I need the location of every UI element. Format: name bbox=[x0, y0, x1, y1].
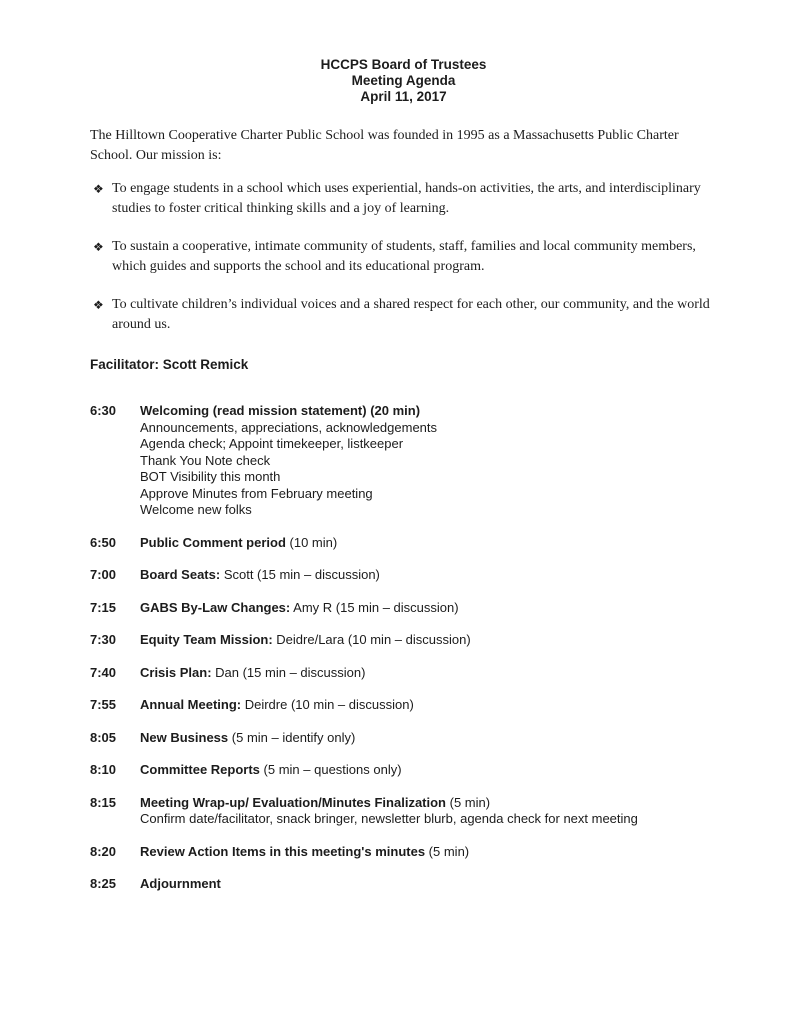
agenda-title: Review Action Items in this meeting's minutes bbox=[140, 843, 426, 859]
agenda-subline: Confirm date/facilitator, snack bringer, newsletter blurb, agenda check for next meeting bbox=[140, 811, 638, 826]
agenda-title: GABS By-Law Changes: bbox=[140, 599, 291, 615]
agenda-detail: (5 min – identify only) bbox=[228, 729, 356, 745]
agenda-body bbox=[140, 665, 717, 682]
agenda-body bbox=[140, 762, 717, 779]
agenda-time: 8:20 bbox=[90, 843, 117, 859]
agenda-item bbox=[90, 730, 717, 747]
agenda-headline bbox=[140, 665, 717, 682]
agenda-headline bbox=[140, 567, 717, 584]
agenda-body bbox=[140, 567, 717, 584]
agenda-body bbox=[140, 600, 717, 617]
agenda-detail: Deirdre (10 min – discussion) bbox=[241, 697, 414, 712]
agenda-title: New Business bbox=[140, 729, 229, 745]
mission-bullet bbox=[90, 295, 717, 335]
facilitator-line: Facilitator: Scott Remick bbox=[90, 357, 249, 372]
agenda-headline bbox=[140, 730, 717, 747]
agenda-title: Adjournment bbox=[140, 876, 221, 891]
agenda-time: 7:30 bbox=[90, 632, 117, 647]
agenda-subline: Approve Minutes from February meeting bbox=[140, 485, 373, 501]
mission-bullet bbox=[90, 179, 717, 219]
agenda-headline bbox=[140, 795, 717, 812]
agenda-title: Crisis Plan: bbox=[140, 664, 212, 680]
agenda-title: Committee Reports bbox=[140, 762, 260, 777]
agenda-body bbox=[140, 876, 717, 893]
agenda-headline bbox=[140, 697, 717, 714]
agenda-item bbox=[90, 762, 717, 779]
agenda-headline bbox=[140, 876, 717, 893]
agenda-detail: Deidre/Lara (10 min – discussion) bbox=[272, 632, 471, 647]
agenda-body bbox=[140, 632, 717, 649]
agenda-item bbox=[90, 403, 717, 519]
agenda-headline bbox=[140, 632, 717, 649]
agenda-body bbox=[140, 844, 717, 861]
agenda-body bbox=[140, 795, 717, 828]
agenda-time: 7:40 bbox=[90, 664, 117, 680]
agenda-detail: (10 min) bbox=[285, 534, 338, 550]
agenda-body bbox=[140, 697, 717, 714]
diamond-bullet-icon: ❖ bbox=[93, 298, 104, 312]
agenda-time: 8:05 bbox=[90, 729, 117, 745]
agenda-title: Annual Meeting: bbox=[140, 697, 242, 712]
diamond-bullet-icon: ❖ bbox=[93, 240, 104, 254]
agenda-sublist bbox=[140, 420, 717, 519]
diamond-bullet-icon: ❖ bbox=[93, 182, 104, 196]
mission-bullet-text: To sustain a cooperative, intimate community of students, staff, families and local community members, which guides and supports the school and its educational program. bbox=[112, 239, 696, 274]
agenda-subline: Welcome new folks bbox=[140, 502, 252, 517]
agenda-subline: Thank You Note check bbox=[140, 452, 271, 468]
agenda-title: Public Comment period bbox=[140, 534, 286, 550]
agenda-item bbox=[90, 632, 717, 649]
agenda-detail: Scott (15 min – discussion) bbox=[220, 567, 380, 582]
intro-paragraph: The Hilltown Cooperative Charter Public School was founded in 1995 as a Massachusetts Public Charter School. Our mission is: bbox=[90, 128, 679, 163]
agenda-headline bbox=[140, 535, 717, 552]
agenda-time: 8:25 bbox=[90, 876, 117, 891]
agenda-detail: Amy R (15 min – discussion) bbox=[290, 599, 459, 615]
doc-title-line1: HCCPS Board of Trustees bbox=[320, 57, 487, 72]
agenda-subline: Announcements, appreciations, acknowledgements bbox=[140, 419, 438, 435]
agenda-title: Board Seats: bbox=[140, 567, 221, 582]
agenda-item bbox=[90, 535, 717, 552]
agenda-time: 8:10 bbox=[90, 762, 117, 777]
mission-bullet-text: To cultivate children’s individual voices and a shared respect for each other, our community, and the world around us. bbox=[112, 297, 710, 332]
agenda-body bbox=[140, 403, 717, 519]
agenda-time: 7:00 bbox=[90, 567, 117, 582]
agenda-headline bbox=[140, 762, 717, 779]
agenda-headline bbox=[140, 844, 717, 861]
agenda-subline: Agenda check; Appoint timekeeper, listkeeper bbox=[140, 436, 404, 451]
agenda-time: 6:30 bbox=[90, 403, 117, 418]
agenda-detail: (5 min) bbox=[425, 843, 470, 859]
mission-bullet-text: To engage students in a school which uses experiential, hands-on activities, the arts, and interdisciplinary studies to foster critical thinking skills and a joy of learning. bbox=[112, 181, 701, 216]
agenda-time: 8:15 bbox=[90, 794, 117, 810]
agenda-title: Welcoming (read mission statement) (20 min) bbox=[140, 403, 421, 418]
agenda-title: Meeting Wrap-up/ Evaluation/Minutes Finalization bbox=[140, 794, 446, 810]
agenda-item bbox=[90, 665, 717, 682]
doc-title-line2: Meeting Agenda bbox=[351, 73, 456, 88]
agenda-detail: (5 min – questions only) bbox=[259, 762, 402, 777]
mission-bullet bbox=[90, 237, 717, 277]
agenda-item bbox=[90, 795, 717, 828]
agenda-title: Equity Team Mission: bbox=[140, 632, 273, 647]
agenda-body bbox=[140, 730, 717, 747]
agenda-item bbox=[90, 876, 717, 893]
agenda-body bbox=[140, 535, 717, 552]
agenda-detail: Dan (15 min – discussion) bbox=[211, 664, 366, 680]
agenda-headline bbox=[140, 600, 717, 617]
agenda-headline bbox=[140, 403, 717, 420]
agenda-item bbox=[90, 697, 717, 714]
agenda-item bbox=[90, 600, 717, 617]
agenda-time: 7:55 bbox=[90, 697, 117, 712]
agenda-list bbox=[90, 403, 717, 893]
document-header bbox=[90, 57, 717, 105]
agenda-item bbox=[90, 844, 717, 861]
agenda-subline: BOT Visibility this month bbox=[140, 469, 281, 484]
agenda-time: 7:15 bbox=[90, 599, 117, 615]
mission-bullet-list bbox=[90, 179, 717, 335]
agenda-time: 6:50 bbox=[90, 534, 117, 550]
agenda-sublist bbox=[140, 811, 717, 828]
agenda-item bbox=[90, 567, 717, 584]
doc-title-line3: April 11, 2017 bbox=[360, 89, 447, 104]
agenda-detail: (5 min) bbox=[446, 794, 491, 810]
